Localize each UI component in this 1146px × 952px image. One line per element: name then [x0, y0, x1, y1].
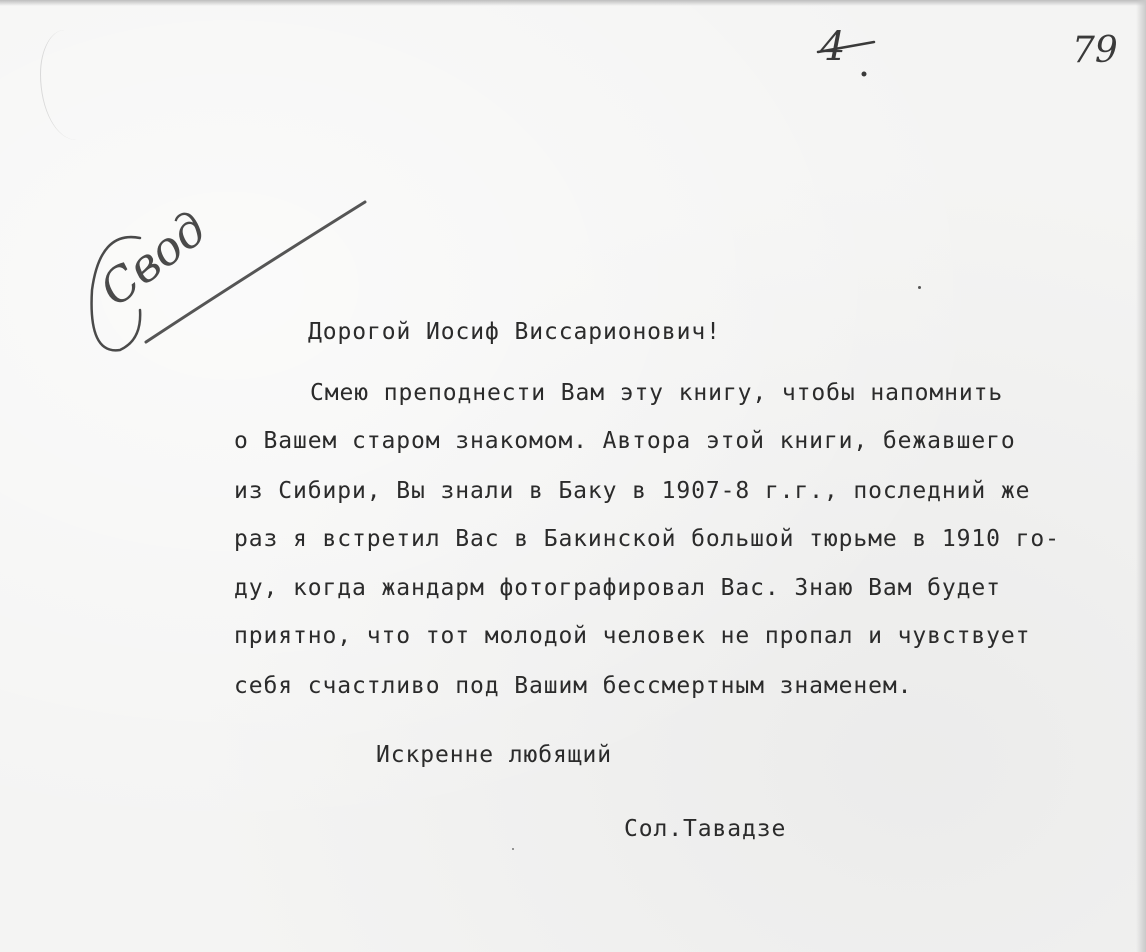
archive-page-number-text: 79 [1072, 30, 1118, 71]
scan-speck [512, 848, 514, 850]
letter-body-line-5: ду, когда жандарм фотографировал Вас. Знаю Вам будет [234, 575, 1001, 601]
paper-fold-mark [40, 30, 101, 140]
scan-speck [918, 286, 921, 289]
letter-body-line-3: из Сибири, Вы знали в Баку в 1907-8 г.г., последний же [234, 478, 1031, 504]
archive-page-number [1072, 30, 1118, 71]
letter-body-line-7: себя счастливо под Вашим бессмертным знаменем. [234, 673, 913, 699]
scan-edge-right [1136, 0, 1146, 952]
strike-through-mark [812, 30, 882, 80]
pencil-note-text: Свод [89, 200, 217, 317]
letter-signature: Сол.Тавадзе [624, 816, 787, 842]
letter-body-line-6: приятно, что тот молодой человек не пропал и чувствует [234, 623, 1031, 649]
scan-edge-top [0, 0, 1146, 6]
letter-closing: Искренне любящий [376, 742, 612, 768]
letter-salutation: Дорогой Иосиф Виссарионович! [308, 319, 721, 345]
letter-body-line-4: раз я встретил Вас в Бакинской большой тюрьме в 1910 го- [234, 526, 1060, 552]
letter-body-line-1: Смею преподнести Вам эту книгу, чтобы напомнить [310, 380, 1004, 406]
letter-body-line-2: о Вашем старом знакомом. Автора этой книги, бежавшего [234, 428, 1016, 454]
struck-number-text: 4 [820, 24, 846, 70]
